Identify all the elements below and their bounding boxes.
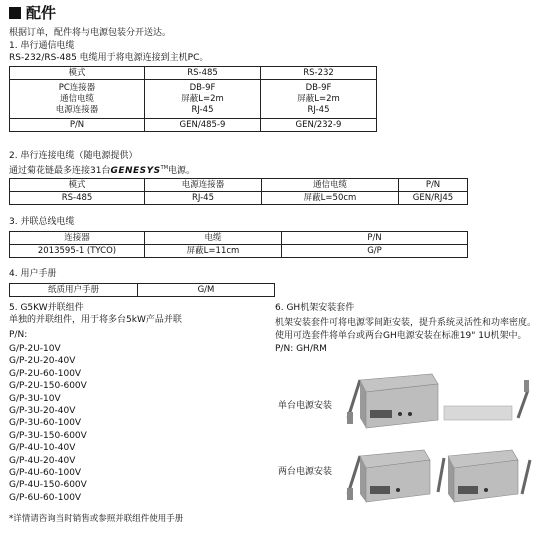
table-cell: RJ-45 (145, 192, 262, 205)
table-cell: RS-485 (10, 192, 145, 205)
s6-pn: P/N: GH/RM (275, 344, 327, 354)
header-cell: 模式 (10, 67, 145, 80)
parallel-kit-list (9, 343, 87, 504)
list-item: G/P-4U-20-40V (9, 455, 76, 466)
header-cell: 通信电缆 (262, 179, 399, 192)
header-cell: P/N (282, 232, 468, 245)
table-cell: 2013595-1 (TYCO) (10, 245, 145, 258)
rs232-spec-cell: DB-9F 屏蔽L=2m RJ-45 (261, 80, 377, 119)
table-cell: GEN/RJ45 (399, 192, 468, 205)
table-cell: G/P (282, 245, 468, 258)
s5-heading: 5. G5KW并联组件 (9, 303, 84, 313)
header-cell: 电缆 (145, 232, 282, 245)
list-item: G/P-3U-20-40V (9, 405, 76, 416)
list-item: G/P-4U-10-40V (9, 443, 76, 454)
s6-desc-1: 机架安装套件可将电源零间距安装，提升系统灵活性和功率密度。 (275, 318, 537, 328)
single-unit-label: 单台电源安装 (278, 401, 333, 411)
list-item: G/P-4U-150-600V (9, 480, 87, 491)
single-unit-rack-image (344, 372, 534, 432)
s5-desc: 单独的并联组件，用于将多台5kW产品并联 (9, 315, 182, 325)
header-cell: 连接器 (10, 232, 145, 245)
user-manual-table (9, 283, 275, 297)
daisy-chain-cable-table (9, 178, 468, 205)
list-item: G/P-4U-60-100V (9, 467, 82, 478)
s5-pn-label: P/N: (9, 330, 28, 340)
serial-cable-table (9, 66, 377, 132)
s1-desc: RS-232/RS-485 电缆用于将电源连接到主机PC。 (9, 53, 209, 63)
s3-heading: 3. 并联总线电缆 (9, 217, 75, 227)
list-item: G/P-3U-60-100V (9, 418, 82, 429)
rs485-spec-cell: DB-9F 屏蔽L=2m RJ-45 (145, 80, 261, 119)
s2-desc: 通过菊花链最多连接31台GENESYS™电源。 (9, 165, 196, 176)
s2-heading: 2. 串行连接电缆（随电源提供） (9, 151, 138, 161)
header-cell: 模式 (10, 179, 145, 192)
list-item: G/P-2U-150-600V (9, 381, 87, 392)
s5-note: *详情请咨询当时销售或参照并联组件使用手册 (9, 514, 184, 524)
list-item: G/P-6U-60-100V (9, 492, 82, 503)
pn-label-cell: P/N (10, 119, 145, 132)
list-item: G/P-2U-10V (9, 344, 61, 354)
s1-heading: 1. 串行通信电缆 (9, 41, 75, 51)
table-cell: G/M (138, 284, 275, 297)
header-cell: RS-485 (145, 67, 261, 80)
header-cell: 电源连接器 (145, 179, 262, 192)
table-cell: 纸质用户手册 (10, 284, 138, 297)
table-cell: 屏蔽L=11cm (145, 245, 282, 258)
pn-cell: GEN/485-9 (145, 119, 261, 132)
pn-cell: GEN/232-9 (261, 119, 377, 132)
dual-unit-rack-image (344, 446, 534, 506)
s6-heading: 6. GH机架安装套件 (275, 303, 355, 313)
header-cell: RS-232 (261, 67, 377, 80)
list-item: G/P-3U-150-600V (9, 430, 87, 441)
list-item: G/P-2U-60-100V (9, 368, 82, 379)
page-title: 配件 (9, 3, 56, 23)
list-item: G/P-3U-10V (9, 393, 61, 404)
intro-text: 根据订单，配件将与电源包装分开送达。 (9, 28, 172, 38)
dual-unit-label: 两台电源安装 (278, 467, 333, 477)
genesys-brand: GENESYS (110, 166, 161, 176)
parallel-bus-cable-table (9, 231, 468, 258)
list-item: G/P-2U-20-40V (9, 356, 76, 367)
s4-heading: 4. 用户手册 (9, 269, 57, 279)
square-bullet-icon (9, 7, 21, 19)
s6-desc-2: 使用可选套件将单台或两台GH电源安装在标准19" 1U机架中。 (275, 331, 527, 341)
header-cell: P/N (399, 179, 468, 192)
table-cell: 屏蔽L=50cm (262, 192, 399, 205)
row-label-cell: PC连接器 通信电缆 电源连接器 (10, 80, 145, 119)
